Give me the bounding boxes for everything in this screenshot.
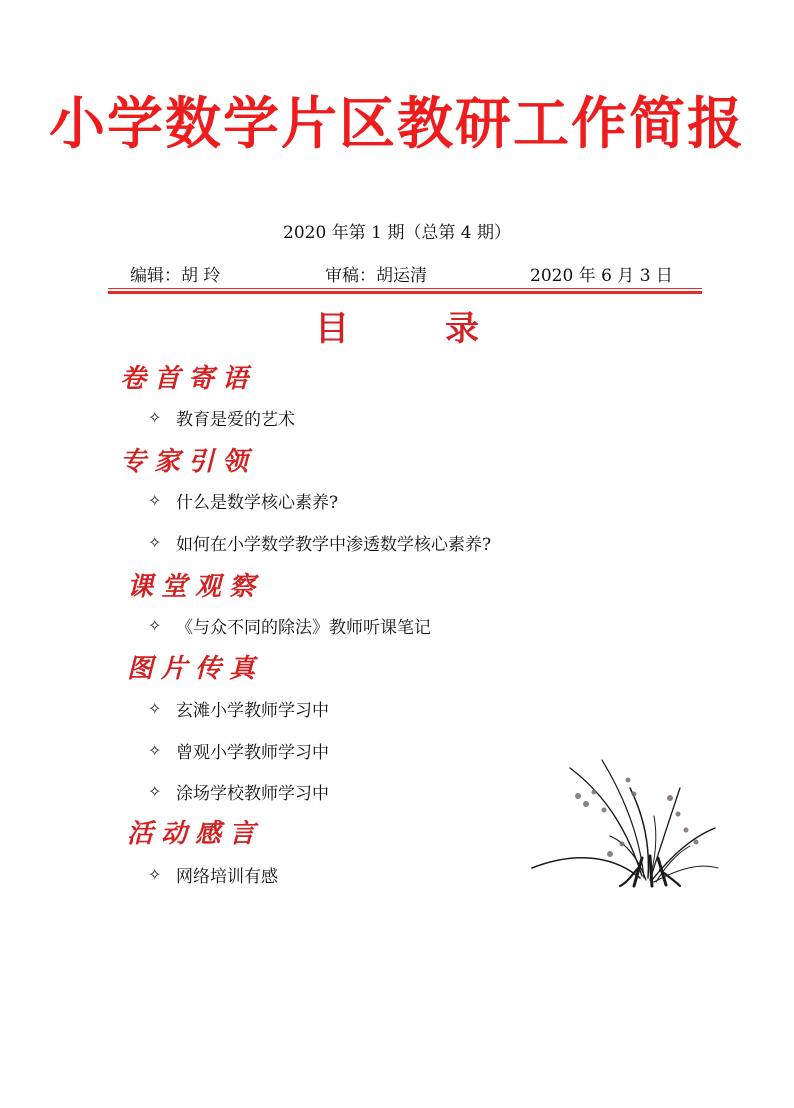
toc-item[interactable] bbox=[148, 613, 431, 638]
header-divider-thin bbox=[108, 288, 702, 289]
toc-item-label: 涂场学校教师学习中 bbox=[176, 784, 329, 804]
star-bullet-icon: ✧ bbox=[148, 533, 162, 552]
star-bullet-icon: ✧ bbox=[148, 491, 162, 510]
toc-item-label: 什么是数学核心素养? bbox=[176, 493, 339, 513]
toc-item[interactable] bbox=[148, 696, 329, 721]
section-heading-expert-guidance: 专家引领 bbox=[120, 447, 257, 477]
toc-item[interactable] bbox=[148, 405, 295, 430]
toc-item-label: 玄滩小学教师学习中 bbox=[176, 701, 329, 721]
toc-title: 目录 bbox=[315, 309, 575, 349]
toc-item[interactable] bbox=[148, 779, 329, 804]
reviewer-credit: 审稿：胡运清 bbox=[325, 266, 427, 286]
editor-credit: 编辑：胡 玲 bbox=[130, 266, 221, 286]
star-bullet-icon: ✧ bbox=[148, 699, 162, 718]
star-bullet-icon: ✧ bbox=[148, 865, 162, 884]
star-bullet-icon: ✧ bbox=[148, 741, 162, 760]
toc-item-label: 曾观小学教师学习中 bbox=[176, 743, 329, 763]
toc-item[interactable] bbox=[148, 738, 329, 763]
section-heading-classroom-observation: 课堂观察 bbox=[127, 572, 264, 602]
publication-date: 2020 年 6 月 3 日 bbox=[530, 266, 673, 286]
toc-item-label: 网络培训有感 bbox=[176, 867, 278, 887]
star-bullet-icon: ✧ bbox=[148, 782, 162, 801]
section-heading-foreword: 卷首寄语 bbox=[120, 364, 257, 394]
toc-item[interactable] bbox=[148, 488, 338, 513]
section-heading-photo-report: 图片传真 bbox=[127, 654, 264, 684]
toc-item-label: 如何在小学数学教学中渗透数学核心素养? bbox=[176, 535, 492, 555]
header-divider-thick bbox=[108, 291, 702, 294]
star-bullet-icon: ✧ bbox=[148, 616, 162, 635]
newsletter-title: 小学数学片区教研工作简报 bbox=[49, 91, 745, 157]
issue-number: 2020 年第 1 期（总第 4 期） bbox=[283, 223, 511, 243]
toc-item[interactable] bbox=[148, 862, 278, 887]
toc-item-label: 《与众不同的除法》教师听课笔记 bbox=[176, 618, 431, 638]
toc-item-label: 教育是爱的艺术 bbox=[176, 410, 295, 430]
star-bullet-icon: ✧ bbox=[148, 408, 162, 427]
orchid-ink-painting-icon bbox=[530, 758, 720, 888]
toc-item[interactable] bbox=[148, 530, 491, 555]
section-heading-reflections: 活动感言 bbox=[127, 819, 264, 849]
